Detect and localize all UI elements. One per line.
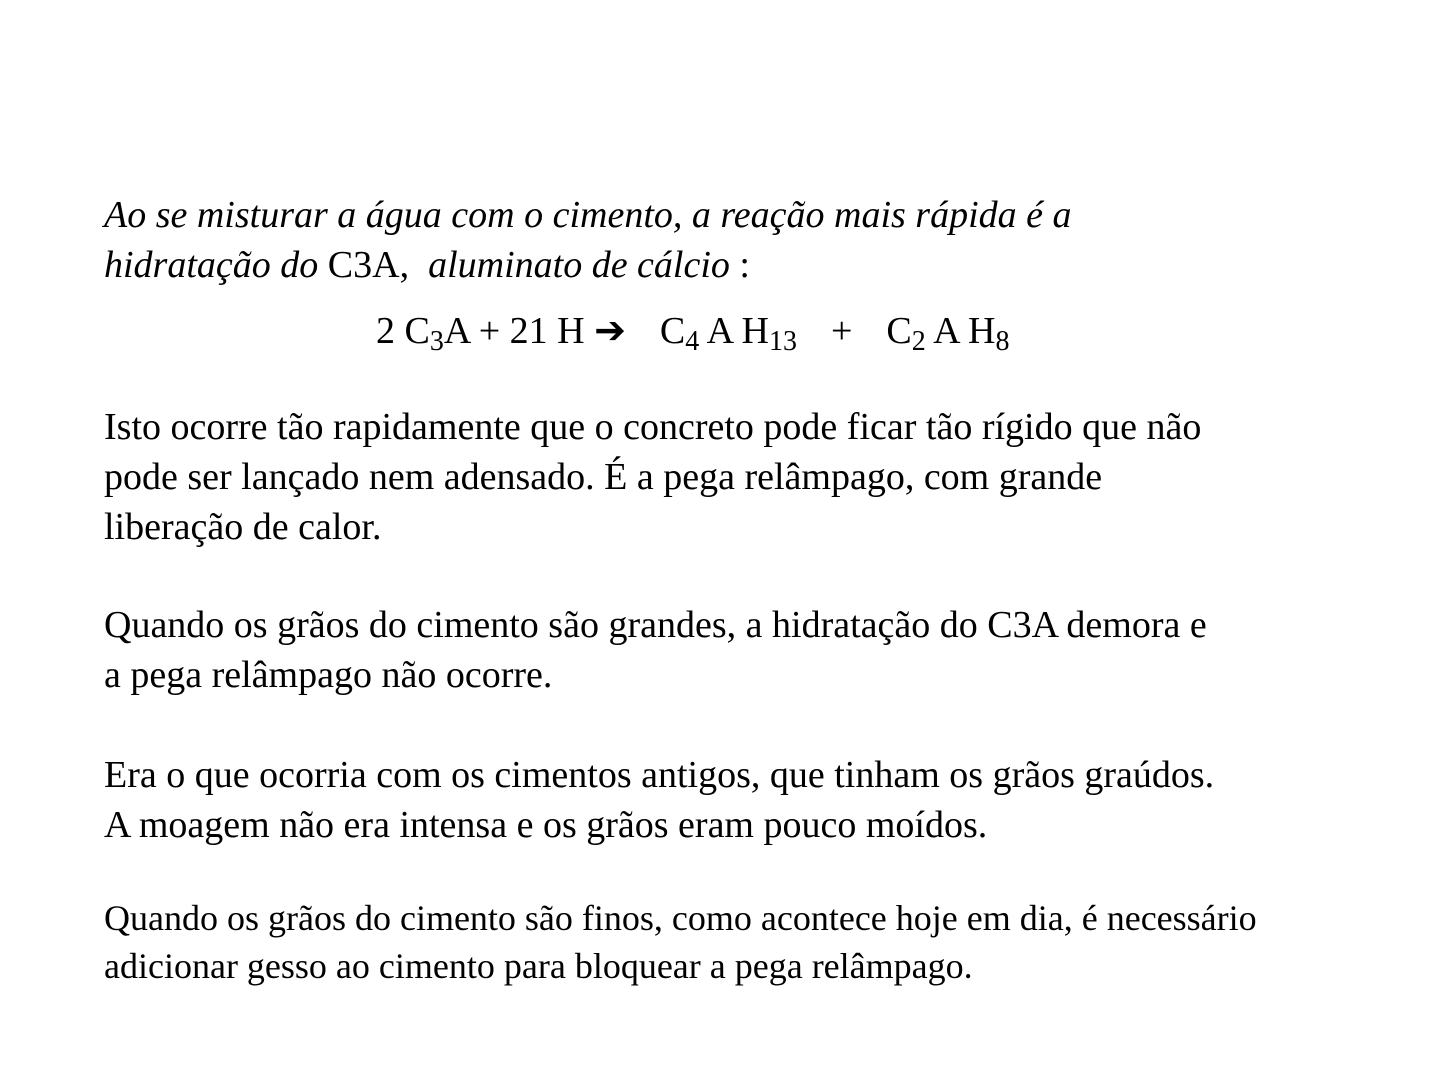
intro-paragraph <box>104 190 1072 290</box>
intro-line-1: Ao se misturar a água com o cimento, a reação mais rápida é a <box>104 194 1072 236</box>
paragraph-old-cements <box>104 750 1214 850</box>
reactant-coef: 2 C <box>376 310 430 352</box>
product2-c: C <box>886 310 912 352</box>
paragraph-line: liberação de calor. <box>104 506 382 548</box>
plus-sign: + <box>830 310 853 352</box>
reactant-sub: 3 <box>429 326 444 357</box>
product1-mid: A H <box>699 310 769 352</box>
product1-c-sub: 4 <box>685 326 700 357</box>
paragraph-line: Era o que ocorria com os cimentos antigos, que tinham os grãos graúdos. <box>104 754 1215 796</box>
paragraph-fine-grains <box>104 894 1257 990</box>
intro-line-2-italic: hidratação do <box>104 244 328 286</box>
intro-line-2-end: : <box>729 244 750 286</box>
product2-c-sub: 2 <box>911 326 926 357</box>
intro-line-2-italic-b: aluminato de cálcio <box>428 244 730 286</box>
intro-line-2 <box>104 240 1072 290</box>
product1-c: C <box>659 310 686 352</box>
paragraph-line: Isto ocorre tão rapidamente que o concreto pode ficar tão rígido que não <box>104 406 1202 448</box>
product1-h-sub: 13 <box>768 326 797 357</box>
product2-mid: A H <box>925 310 996 352</box>
paragraph-line: a pega relâmpago não ocorre. <box>104 654 553 696</box>
reactant-rest: A + 21 H <box>443 310 595 352</box>
intro-line-2-code: C3A, <box>327 244 410 286</box>
paragraph-flash-set <box>104 402 1201 552</box>
arrow-icon: ➔ <box>594 310 626 352</box>
paragraph-line: adicionar gesso ao cimento para bloquear a pega relâmpago. <box>104 946 973 986</box>
chemical-equation <box>376 306 1009 356</box>
paragraph-line: Quando os grãos do cimento são grandes, a hidratação do C3A demora e <box>104 604 1207 646</box>
paragraph-line: pode ser lançado nem adensado. É a pega relâmpago, com grande <box>104 456 1103 498</box>
paragraph-line: Quando os grãos do cimento são finos, como acontece hoje em dia, é necessário <box>104 898 1257 938</box>
product2-h-sub: 8 <box>995 326 1010 357</box>
paragraph-large-grains <box>104 600 1207 700</box>
paragraph-line: A moagem não era intensa e os grãos eram pouco moídos. <box>104 804 988 846</box>
